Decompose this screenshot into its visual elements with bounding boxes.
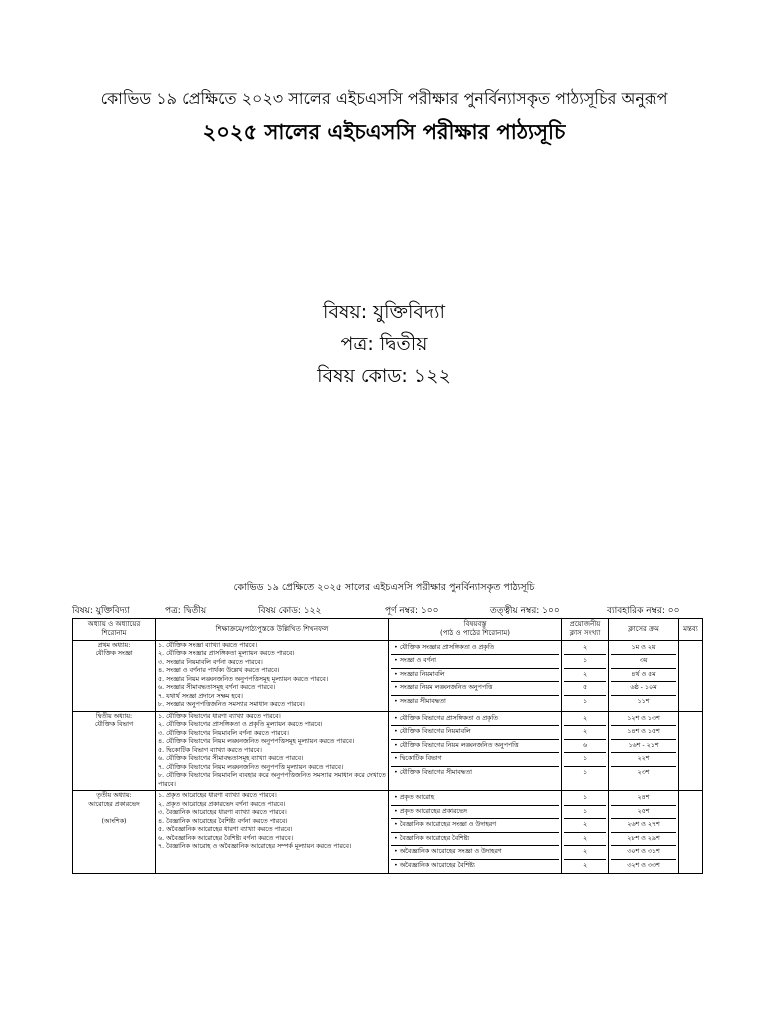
outcome-item: ৮. সংজ্ঞার অনুপপত্তিজনিত সমস্যার সমাধান করতে পারবে।	[158, 701, 305, 709]
outcome-item: ৭. বৈজ্ঞানিক আরোহ ও অবৈজ্ঞানিক আরোহের সম্পর্ক মূল্যায়ন করতে পারবে।	[158, 843, 352, 851]
outcome-item: ২. যৌক্তিক বিভাগের প্রাসঙ্গিকতা ও প্রকৃতি মূল্যায়ন করতে পারবে।	[158, 721, 323, 729]
meta-practical-marks: ব্যাবহারিক নম্বর: ০০	[607, 606, 680, 616]
chapter-title-line: যৌক্তিক সংজ্ঞা	[95, 650, 133, 658]
outcome-item: ২. যৌক্তিক সংজ্ঞার প্রাসঙ্গিকতা মূল্যায়ন করতে পারবে।	[158, 650, 295, 658]
chapter-title-line: দ্বিতীয় অধ্যায়:	[95, 712, 133, 720]
outcome-item: ৩. যৌক্তিক বিভাগের নিয়মাবলি বর্ণনা করতে পারবে।	[158, 729, 289, 737]
header-outcomes: শিক্ষাক্রমে/পাঠ্যপুস্তকে উল্লিখিত শিখনফল	[156, 619, 389, 641]
class-count: ২	[564, 819, 606, 833]
chapter-cell	[73, 640, 156, 711]
meta-full-marks: পূর্ণ নম্বর: ১০০	[385, 606, 439, 616]
class-order: ৩য়	[611, 655, 676, 669]
outcome-item: ৫. সংজ্ঞার নিয়ম লঙ্ঘনজনিত অনুপপত্তিসমূহ মূল্যায়ন করতে পারবে।	[158, 675, 329, 683]
class-order: ২৫শ	[611, 806, 676, 820]
order-cell	[609, 791, 679, 874]
content-item: • অবৈজ্ঞানিক আরোহের সংজ্ঞা ও উদাহরণ	[391, 846, 559, 860]
outcomes-cell	[156, 640, 389, 711]
chapter-title-line: (আংশিক)	[101, 817, 127, 825]
meta-paper: পত্র: দ্বিতীয়	[165, 606, 207, 616]
class-count: ১	[582, 768, 588, 776]
class-order: ৩২শ ও ৩৩শ	[627, 861, 660, 869]
table-header-row	[73, 619, 703, 641]
class-order: ২৬শ ও ২৭শ	[611, 819, 676, 833]
content-item: • বৈজ্ঞানিক আরোহের সংজ্ঞা ও উদাহরণ	[391, 819, 559, 833]
header-content-line2: (পাঠ ও পাঠের শিরোনাম)	[440, 629, 510, 638]
header-chapter: অধ্যায় ও অধ্যায়ের শিরোনাম	[73, 619, 156, 641]
class-count: ২	[564, 846, 606, 860]
table-title: কোভিড ১৯ প্রেক্ষিতে ২০২৫ সালের এইচএসসি পরীক্ষার পুনর্বিন্যাসকৃত পাঠ্যসূচি	[233, 582, 535, 593]
class-order: ২৩শ	[637, 768, 650, 776]
chapter-title-line: প্রথম অধ্যায়:	[97, 641, 131, 649]
class-count: ১	[564, 806, 606, 820]
cover-title: ২০২৫ সালের এইচএসসি পরীক্ষার পাঠ্যসূচি	[202, 120, 566, 144]
class-order: ৩০শ ও ৩১শ	[611, 846, 676, 860]
chapter-title-line: যৌক্তিক বিভাগ	[94, 721, 134, 729]
outcome-item: ৭. যথার্থ সংজ্ঞা প্রদানে সক্ষম হবে।	[158, 692, 243, 700]
syllabus-section-row	[73, 791, 703, 874]
content-item: • সংজ্ঞার সীমাবদ্ধতা	[394, 697, 446, 705]
content-item: • অবৈজ্ঞানিক আরোহের বৈশিষ্ট্য	[394, 861, 475, 869]
content-item: • যৌক্তিক বিভাগের সীমাবদ্ধতা	[394, 768, 472, 776]
class-count: ১	[564, 655, 606, 669]
header-content-line1: বিষয়বস্তু	[463, 620, 487, 628]
class-count: ২	[564, 726, 606, 740]
content-item: • সংজ্ঞা ও বর্ণনা	[391, 655, 559, 669]
outcome-item: ৬. যৌক্তিক বিভাগের সীমাবদ্ধতাসমূহ ব্যাখ্যা করতে পারবে।	[158, 755, 304, 763]
outcome-item: ৮. যৌক্তিক বিভাগের নিয়মাবলি ব্যবহার করে অনুপপত্তিজনিত সমস্যার সমাধান করে দেখাতে পারবে।	[158, 772, 386, 788]
class-order: ১ম ও ২য়	[611, 642, 676, 656]
outcome-item: ৫. দ্বিকোটিক বিভাগ ব্যাখ্যা করতে পারবে।	[158, 746, 262, 754]
cover-paper: পত্র: দ্বিতীয়	[340, 333, 428, 355]
outcome-item: ৫. অবৈজ্ঞানিক আরোহের ধারণা ব্যাখ্যা করতে পারবে।	[158, 826, 293, 834]
outcome-item: ১. যৌক্তিক সংজ্ঞা ব্যাখ্যা করতে পারবে।	[158, 641, 258, 649]
content-cell	[389, 711, 562, 791]
outcomes-cell	[156, 711, 389, 791]
class-count: ১	[564, 792, 606, 806]
remarks-cell	[679, 711, 703, 791]
outcome-item: ২. প্রকৃত আরোহের প্রকারভেদ বর্ণনা করতে পারবে।	[158, 800, 286, 808]
meta-code: বিষয় কোড: ১২২	[258, 606, 322, 616]
content-item: • যৌক্তিক বিভাগের নিয়মাবলি	[391, 726, 559, 740]
class-order: ২৪শ	[611, 792, 676, 806]
outcomes-cell	[156, 791, 389, 874]
syllabus-section-row	[73, 640, 703, 711]
class-count: ৬	[564, 740, 606, 754]
content-item: • যৌক্তিক বিভাগের নিয়ম লঙ্ঘনজনিত অনুপপত্তি	[391, 740, 559, 754]
chapter-cell	[73, 791, 156, 874]
chapter-title-line: আরোহের প্রকারভেদ	[88, 800, 140, 808]
outcome-item: ৩. সংজ্ঞার নিয়মাবলি বর্ণনা করতে পারবে।	[158, 658, 263, 666]
cover-subject-code: বিষয় কোড: ১২২	[317, 365, 451, 387]
remarks-cell	[679, 640, 703, 711]
class-order: ১২শ ও ১৩শ	[611, 713, 676, 727]
content-item: • প্রকৃত আরোহের প্রকারভেদ	[391, 806, 559, 820]
class-order: ২৮শ ও ২৯শ	[611, 833, 676, 847]
syllabus-section-row	[73, 711, 703, 791]
class-order: ১১শ	[637, 697, 650, 705]
classes-cell	[562, 640, 609, 711]
class-count: ২	[564, 833, 606, 847]
remarks-cell	[679, 791, 703, 874]
order-cell	[609, 640, 679, 711]
header-order: ক্লাসের ক্রম	[609, 619, 679, 641]
outcome-item: ৭. যৌক্তিক বিভাগের নিয়ম লঙ্ঘনজনিত অনুপপত্তি মূল্যায়ন করতে পারবে।	[158, 763, 344, 771]
outcome-item: ৩. বৈজ্ঞানিক আরোহের ধারণা ব্যাখ্যা করতে পারবে।	[158, 809, 287, 817]
class-order: ৪র্থ ও ৫ম	[611, 669, 676, 683]
content-cell	[389, 791, 562, 874]
content-item: • সংজ্ঞার নিয়ম লঙ্ঘনজনিত অনুপপত্তি	[391, 682, 559, 696]
content-item: • দ্বিকোটিক বিভাগ	[391, 753, 559, 767]
order-cell	[609, 711, 679, 791]
outcome-item: ৪. বৈজ্ঞানিক আরোহের বৈশিষ্ট্য বর্ণনা করতে পারবে।	[158, 817, 288, 825]
content-item: • বৈজ্ঞানিক আরোহের বৈশিষ্ট্য	[391, 833, 559, 847]
outcome-item: ১. যৌক্তিক বিভাগের ধারণা ব্যাখ্যা করতে পারবে।	[158, 712, 281, 720]
class-count: ১	[582, 697, 588, 705]
classes-cell	[562, 791, 609, 874]
cover-subject: বিষয়: যুক্তিবিদ্যা	[323, 301, 445, 323]
class-order: ৬ষ্ঠ - ১০ম	[611, 682, 676, 696]
content-item: • যৌক্তিক সংজ্ঞার প্রাসঙ্গিকতা ও প্রকৃতি	[391, 642, 559, 656]
outcome-item: ৬. সংজ্ঞার সীমাবদ্ধতাসমূহ বর্ণনা করতে পারবে।	[158, 684, 276, 692]
outcome-item: ১. প্রকৃত আরোহের ধারণা ব্যাখ্যা করতে পারবে।	[158, 792, 277, 800]
outcome-item: ৪. যৌক্তিক বিভাগের নিয়ম লঙ্ঘনজনিত অনুপপত্তিসমূহ মূল্যায়ন করতে পারবে।	[158, 738, 355, 746]
class-count: ২	[564, 642, 606, 656]
class-count: ১	[564, 753, 606, 767]
class-count: ২	[564, 713, 606, 727]
class-order: ২২শ	[611, 753, 676, 767]
header-classes: প্রয়োজনীয় ক্লাস সংখ্যা	[562, 619, 609, 641]
meta-subject: বিষয়: যুক্তিবিদ্যা	[72, 606, 130, 616]
header-remarks: মন্তব্য	[679, 619, 703, 641]
class-count: ৫	[564, 682, 606, 696]
class-order: ১৬শ - ২১শ	[611, 740, 676, 754]
cover-subtitle: কোভিড ১৯ প্রেক্ষিতে ২০২৩ সালের এইচএসসি পরীক্ষার পুনর্বিন্যাসকৃত পাঠ্যসূচির অনুরূপ	[100, 89, 668, 108]
class-count: ২	[564, 669, 606, 683]
outcome-item: ৬. অবৈজ্ঞানিক আরোহের বৈশিষ্ট্য বর্ণনা করতে পারবে।	[158, 834, 294, 842]
class-count: ২	[582, 861, 588, 869]
meta-theory-marks: তত্ত্বীয় নম্বর: ১০০	[490, 606, 560, 616]
classes-cell	[562, 711, 609, 791]
content-item: • যৌক্তিক বিভাগের প্রাসঙ্গিকতা ও প্রকৃতি	[391, 713, 559, 727]
outcome-item: ৪. সংজ্ঞা ও বর্ণনার পার্থক্য উল্লেখ করতে পারবে।	[158, 667, 280, 675]
chapter-cell	[73, 711, 156, 791]
chapter-title-line: তৃতীয় অধ্যায়:	[96, 792, 132, 800]
class-order: ১৪শ ও ১৫শ	[611, 726, 676, 740]
content-cell	[389, 640, 562, 711]
content-item: • প্রকৃত আরোহ	[391, 792, 559, 806]
content-item: • সংজ্ঞার নিয়মাবলি	[391, 669, 559, 683]
header-content	[389, 619, 562, 641]
syllabus-table	[72, 618, 703, 874]
